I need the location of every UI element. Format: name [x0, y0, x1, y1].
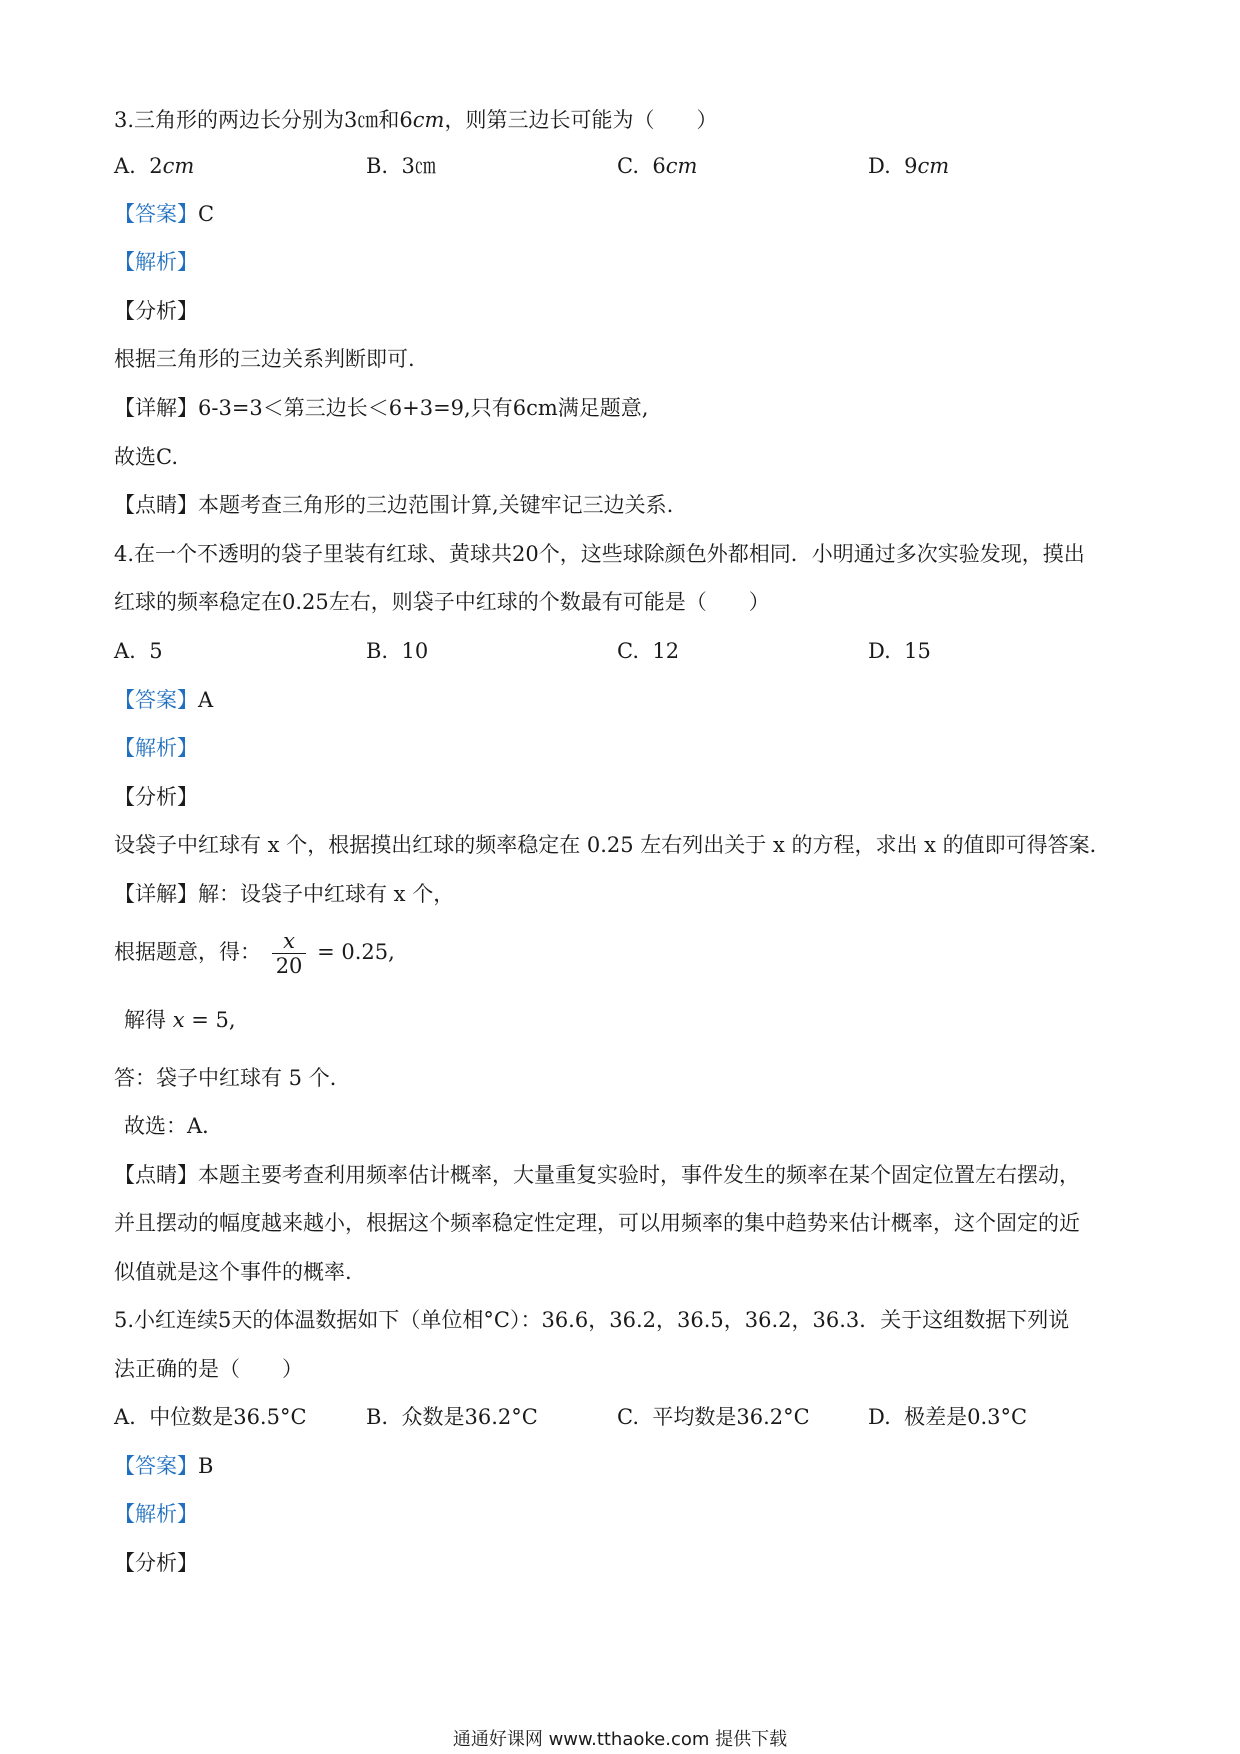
answer-tag: 【答案】 [114, 1454, 198, 1478]
option-value: 10 [401, 639, 429, 663]
q3-jiexi [114, 248, 198, 276]
jiexi-tag: 【解析】 [114, 250, 198, 274]
dianjing-text: 本题主要考查利用频率估计概率，大量重复实验时，事件发生的频率在某个固定位置左右摆动， [198, 1163, 1080, 1187]
fraction-denominator: 20 [275, 954, 303, 978]
q4-answer [114, 686, 213, 714]
q3-stem [114, 106, 717, 134]
option-value: 3㎝ [401, 154, 436, 178]
dianjing-text: 本题考查三角形的三边范围计算,关键牢记三边关系. [198, 493, 674, 517]
q4-dianjing [114, 1161, 1080, 1189]
option-letter: C. [617, 154, 639, 178]
option-unit: cm [665, 154, 698, 178]
q5-jiexi [114, 1500, 198, 1528]
option-value: 12 [652, 639, 680, 663]
q3-xiangjie [114, 394, 648, 422]
option-value: 极差是0.3°C [904, 1405, 1028, 1429]
q5-answer [114, 1452, 213, 1480]
q3-dianjing [114, 491, 673, 519]
q3-guxuan: 故选C. [114, 445, 178, 469]
q3-stem-value: 6 [399, 108, 413, 132]
q4-solve [124, 1006, 236, 1034]
option-letter: A. [114, 154, 136, 178]
q4-guxuan: 故选：A． [124, 1114, 224, 1138]
equation-prefix: 根据题意，得： [114, 940, 261, 964]
q3-stem-tail: ，则第三边长可能为（ ） [444, 108, 718, 132]
option-letter: A. [114, 1405, 136, 1429]
equation-rhs: = 0.25, [317, 940, 395, 964]
answer-tag: 【答案】 [114, 202, 198, 226]
q4-fenxi-text: 设袋子中红球有 x 个，根据摸出红球的频率稳定在 0.25 左右列出关于 x 的方程，求出 x 的值即可得答案． [114, 833, 1111, 857]
answer-value: B [198, 1454, 214, 1478]
q4-stem-line1: 4.在一个不透明的袋子里装有红球、黄球共20个，这些球除颜色外都相同．小明通过多次实验发现，摸出 [114, 542, 1085, 566]
fraction-numerator: x [272, 929, 307, 954]
solve-value: = 5, [191, 1008, 236, 1032]
option-letter: C. [617, 1405, 639, 1429]
option-value: 9 [904, 154, 918, 178]
q3-option-a [114, 152, 194, 180]
q5-stem-line1: 5.小红连续5天的体温数据如下（单位相°C）：36.6，36.2，36.5，36.2，36.3．关于这组数据下列说 [114, 1308, 1070, 1332]
option-letter: C. [617, 639, 639, 663]
solve-label: 解得 [124, 1008, 166, 1032]
option-value: 平均数是36.2°C [652, 1405, 810, 1429]
q4-dianjing-line2: 并且摆动的幅度越来越小，根据这个频率稳定性定理，可以用频率的集中趋势来估计概率，这个固定的近 [114, 1211, 1080, 1235]
q3-stem-text: 3.三角形的两边长分别为3㎝和 [114, 108, 400, 132]
xiangjie-tag: 【详解】 [114, 396, 198, 420]
q3-option-c [617, 152, 697, 180]
q5-stem-line2: 法正确的是（ ） [114, 1357, 303, 1381]
q5-fenxi-tag [114, 1549, 198, 1577]
fraction [272, 929, 307, 978]
answer-tag: 【答案】 [114, 688, 198, 712]
option-letter: A. [114, 639, 136, 663]
q3-fenxi-text: 根据三角形的三边关系判断即可. [114, 347, 415, 371]
option-letter: B. [366, 1405, 389, 1429]
q4-option-c [617, 637, 679, 665]
jiexi-tag: 【解析】 [114, 1502, 198, 1526]
q4-dianjing-line3: 似值就是这个事件的概率. [114, 1260, 352, 1284]
option-unit: cm [917, 154, 950, 178]
dianjing-tag: 【点睛】 [114, 493, 198, 517]
fenxi-tag: 【分析】 [114, 785, 198, 809]
q4-option-d [868, 637, 931, 665]
option-unit: cm [162, 154, 195, 178]
option-value: 众数是36.2°C [401, 1405, 538, 1429]
q5-option-d [868, 1403, 1027, 1431]
page-footer: 通通好课网 www.tthaoke.com 提供下载 [452, 1729, 788, 1750]
q4-xiangjie [114, 880, 454, 908]
q5-option-a [114, 1403, 307, 1431]
xiangjie-tag: 【详解】 [114, 882, 198, 906]
q4-stem-line2: 红球的频率稳定在0.25左右，则袋子中红球的个数最有可能是（ ） [114, 590, 770, 614]
option-letter: D. [868, 154, 891, 178]
q3-option-d [868, 152, 949, 180]
q4-equation [114, 922, 395, 982]
answer-value: A [198, 688, 214, 712]
fenxi-tag: 【分析】 [114, 1551, 198, 1575]
q3-answer [114, 200, 214, 228]
q5-option-c [617, 1403, 810, 1431]
q4-fenxi-tag [114, 783, 198, 811]
jiexi-tag: 【解析】 [114, 736, 198, 760]
option-value: 6 [652, 154, 666, 178]
q3-fenxi-tag [114, 297, 198, 325]
option-value: 2 [149, 154, 163, 178]
option-value: 15 [904, 639, 931, 663]
solve-variable: x [172, 1008, 185, 1032]
answer-value: C [198, 202, 215, 226]
option-value: 5 [149, 639, 163, 663]
option-value: 中位数是36.5°C [149, 1405, 307, 1429]
option-letter: D. [868, 1405, 891, 1429]
q4-jiexi [114, 734, 198, 762]
q4-option-b [366, 637, 428, 665]
xiangjie-text: 解：设袋子中红球有 x 个， [198, 882, 455, 906]
fenxi-tag: 【分析】 [114, 299, 198, 323]
option-letter: B. [366, 154, 389, 178]
q4-option-a [114, 637, 163, 665]
option-letter: D. [868, 639, 891, 663]
q4-reply: 答：袋子中红球有 5 个． [114, 1066, 351, 1090]
dianjing-tag: 【点睛】 [114, 1163, 198, 1187]
option-letter: B. [366, 639, 389, 663]
xiangjie-text: 6-3=3＜第三边长＜6+3=9,只有6cm满足题意, [198, 396, 649, 420]
q3-stem-unit: cm [412, 108, 445, 132]
q3-option-b [366, 152, 436, 180]
q5-option-b [366, 1403, 538, 1431]
